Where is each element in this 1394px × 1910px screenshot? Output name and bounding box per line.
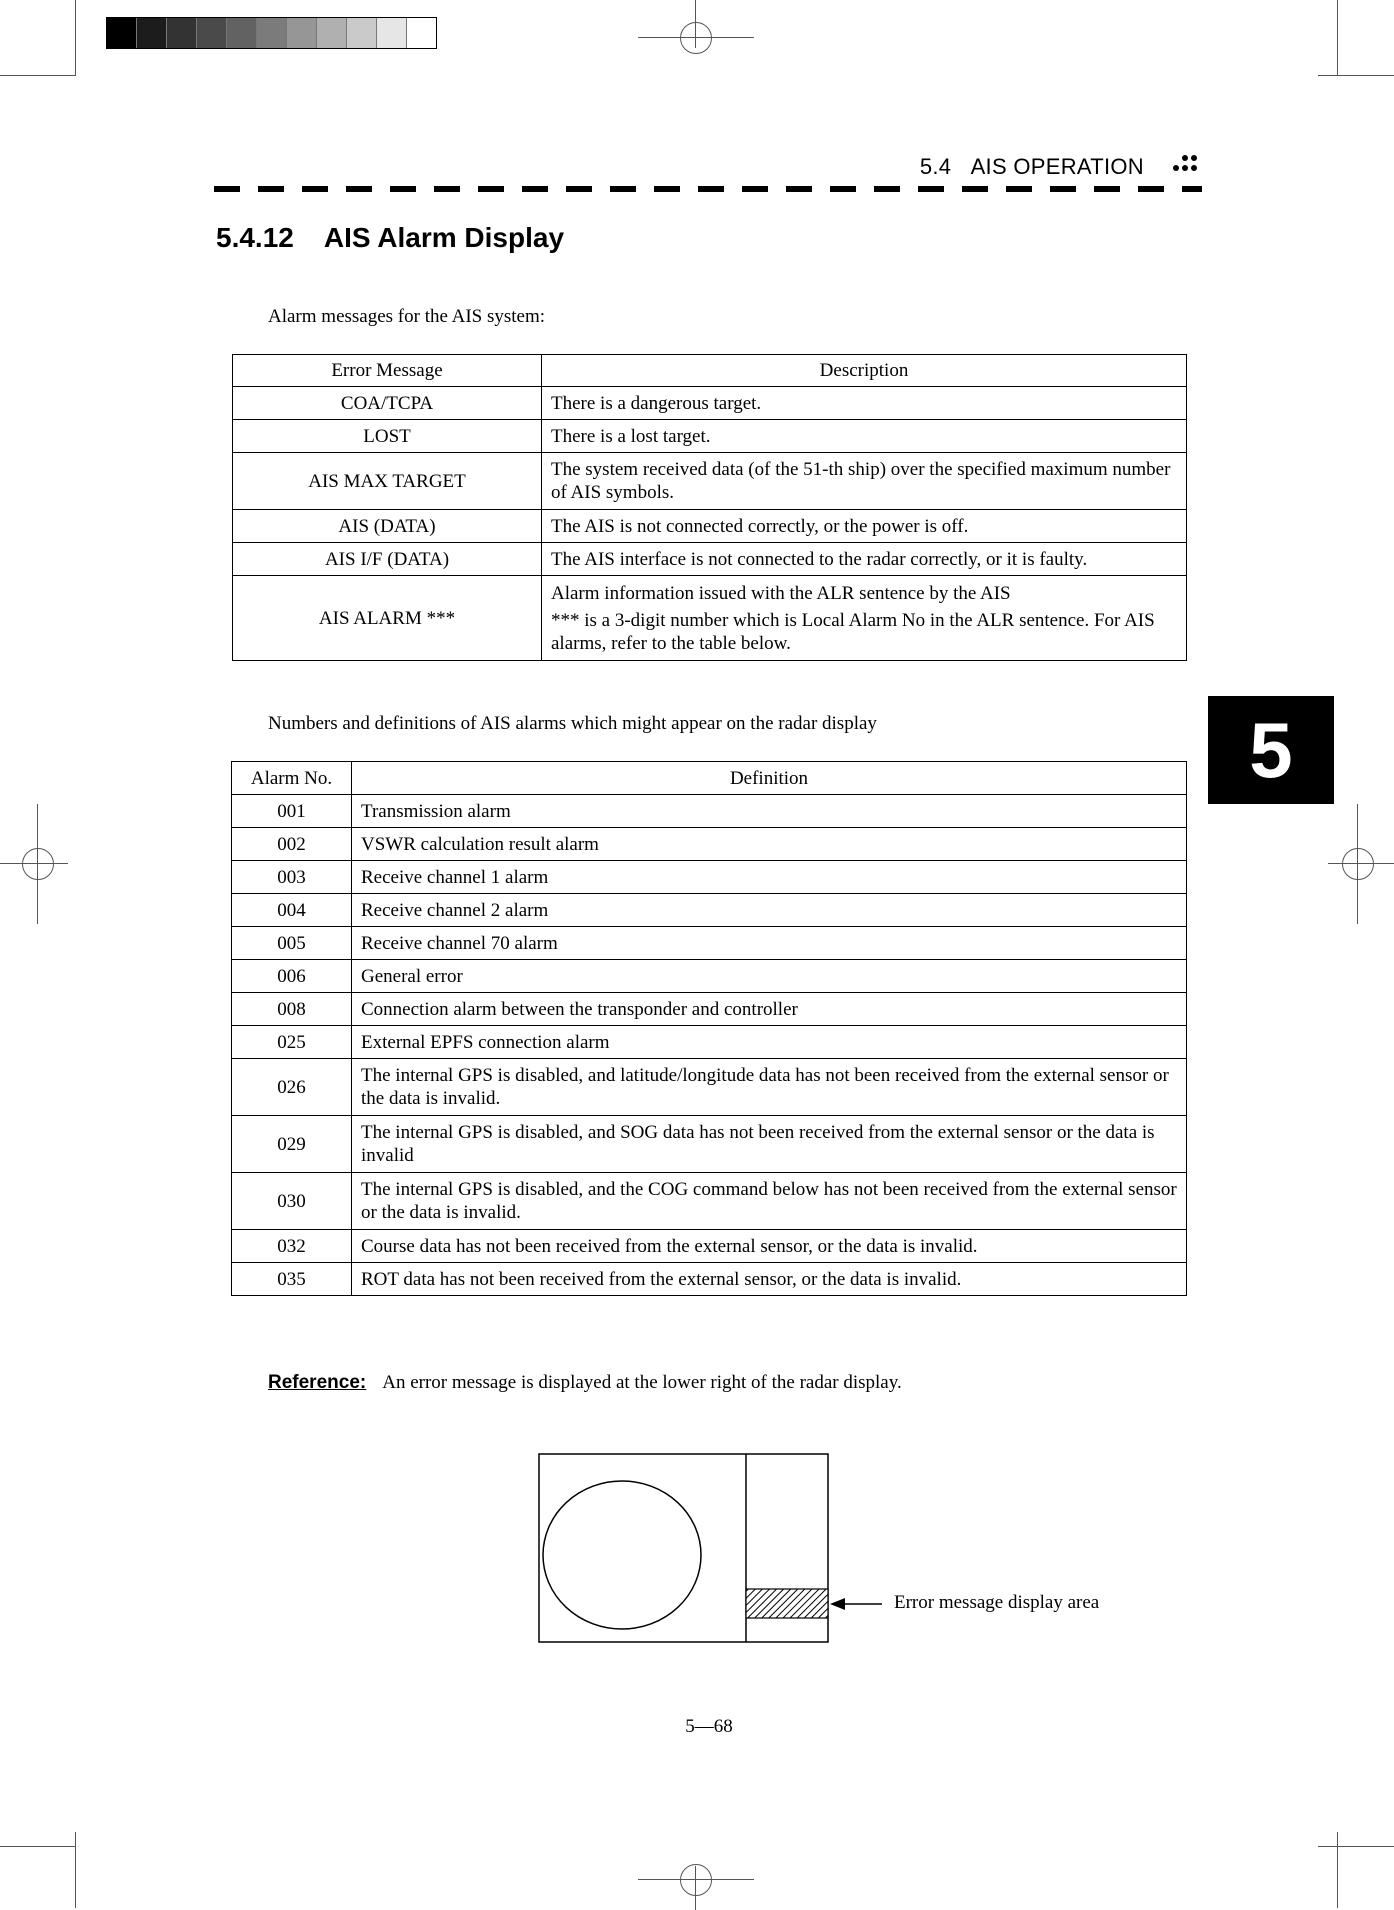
alarm-number-cell: 025 bbox=[232, 1026, 352, 1059]
description-cell: There is a dangerous target. bbox=[542, 387, 1187, 420]
table-row bbox=[232, 1263, 1187, 1296]
definition-cell: General error bbox=[352, 960, 1187, 993]
alarm-number-cell: 029 bbox=[232, 1116, 352, 1173]
column-header: Alarm No. bbox=[232, 762, 352, 795]
table-row bbox=[232, 795, 1187, 828]
table-row bbox=[232, 1059, 1187, 1116]
description-cell: There is a lost target. bbox=[542, 420, 1187, 453]
alarm-number-cell: 003 bbox=[232, 861, 352, 894]
crop-mark bbox=[1318, 1846, 1394, 1847]
registration-crosshair-icon bbox=[666, 8, 726, 68]
table-row bbox=[233, 576, 1187, 661]
header-title: AIS OPERATION bbox=[970, 154, 1144, 179]
alarm-number-cell: 026 bbox=[232, 1059, 352, 1116]
definition-cell: The internal GPS is disabled, and latitude/longitude data has not been received from the external sensor or the data is invalid. bbox=[352, 1059, 1187, 1116]
error-message-cell: AIS ALARM *** bbox=[233, 576, 542, 661]
column-header: Description bbox=[542, 355, 1187, 387]
diagram-callout-label: Error message display area bbox=[894, 1592, 1100, 1613]
table-row bbox=[232, 927, 1187, 960]
definition-cell: The internal GPS is disabled, and the COG command below has not been received from the external sensor or the data is invalid. bbox=[352, 1173, 1187, 1230]
radar-display-diagram bbox=[530, 1446, 1130, 1646]
alarm-number-cell: 001 bbox=[232, 795, 352, 828]
definition-cell: Receive channel 70 alarm bbox=[352, 927, 1187, 960]
chapter-tab: 5 bbox=[1208, 696, 1334, 804]
header-section-number: 5.4 bbox=[919, 154, 952, 179]
table-row bbox=[232, 861, 1187, 894]
reference-note bbox=[268, 1372, 902, 1394]
table-header-row bbox=[233, 355, 1187, 387]
header-dashed-rule bbox=[214, 186, 1202, 192]
table-row bbox=[232, 1116, 1187, 1173]
description-line: *** is a 3-digit number which is Local Alarm No in the ALR sentence. For AIS alarms, refer to the table below. bbox=[551, 609, 1155, 654]
table-row bbox=[232, 894, 1187, 927]
alarm-number-cell: 006 bbox=[232, 960, 352, 993]
table-row bbox=[232, 1173, 1187, 1230]
registration-crosshair-icon bbox=[666, 1850, 726, 1910]
alarm-number-cell: 032 bbox=[232, 1230, 352, 1263]
definition-cell: The internal GPS is disabled, and SOG data has not been received from the external sensor or the data is invalid bbox=[352, 1116, 1187, 1173]
definition-cell: Transmission alarm bbox=[352, 795, 1187, 828]
alarm-number-cell: 005 bbox=[232, 927, 352, 960]
alarm-number-cell: 035 bbox=[232, 1263, 352, 1296]
crop-mark bbox=[0, 75, 76, 76]
alarm-number-table bbox=[231, 761, 1187, 1296]
definition-cell: Receive channel 1 alarm bbox=[352, 861, 1187, 894]
table-header-row bbox=[232, 762, 1187, 795]
alarm-number-cell: 030 bbox=[232, 1173, 352, 1230]
crop-mark bbox=[75, 1832, 76, 1908]
header-dots-icon bbox=[1170, 152, 1200, 182]
intro-text: Alarm messages for the AIS system: bbox=[268, 306, 546, 327]
section-number: 5.4.12 bbox=[216, 222, 294, 253]
page-number: 5—68 bbox=[685, 1716, 733, 1737]
arrow-left-icon bbox=[830, 1598, 845, 1610]
table-row bbox=[232, 993, 1187, 1026]
table-row bbox=[233, 420, 1187, 453]
description-cell bbox=[542, 576, 1187, 661]
running-header bbox=[920, 154, 1144, 180]
error-message-cell: LOST bbox=[233, 420, 542, 453]
crop-mark bbox=[75, 0, 76, 76]
table-row bbox=[232, 828, 1187, 861]
grayscale-calibration-bar bbox=[106, 17, 437, 49]
description-cell: The system received data (of the 51-th ship) over the specified maximum number of AIS symbols. bbox=[542, 453, 1187, 510]
table-row bbox=[232, 1026, 1187, 1059]
radar-ppi-circle bbox=[543, 1481, 701, 1629]
crop-mark bbox=[1337, 1832, 1338, 1908]
error-message-table bbox=[232, 354, 1187, 661]
description-cell: The AIS is not connected correctly, or the power is off. bbox=[542, 510, 1187, 543]
section-title bbox=[216, 222, 564, 254]
alarm-number-cell: 002 bbox=[232, 828, 352, 861]
reference-text: An error message is displayed at the lower right of the radar display. bbox=[382, 1372, 902, 1393]
table-row bbox=[233, 387, 1187, 420]
error-message-display-area bbox=[746, 1589, 828, 1618]
definition-cell: Course data has not been received from the external sensor, or the data is invalid. bbox=[352, 1230, 1187, 1263]
alarm-intro-text: Numbers and definitions of AIS alarms which might appear on the radar display bbox=[268, 713, 877, 734]
column-header: Definition bbox=[352, 762, 1187, 795]
table-row bbox=[233, 510, 1187, 543]
crop-mark bbox=[1337, 0, 1338, 76]
error-message-cell: AIS MAX TARGET bbox=[233, 453, 542, 510]
error-message-cell: AIS (DATA) bbox=[233, 510, 542, 543]
registration-crosshair-icon bbox=[8, 834, 68, 894]
reference-label: Reference: bbox=[268, 1372, 367, 1393]
column-header: Error Message bbox=[233, 355, 542, 387]
definition-cell: VSWR calculation result alarm bbox=[352, 828, 1187, 861]
table-row bbox=[233, 453, 1187, 510]
description-line: Alarm information issued with the ALR sentence by the AIS bbox=[551, 582, 1011, 604]
crop-mark bbox=[1318, 75, 1394, 76]
table-row bbox=[232, 1230, 1187, 1263]
table-row bbox=[233, 543, 1187, 576]
table-row bbox=[232, 960, 1187, 993]
error-message-cell: COA/TCPA bbox=[233, 387, 542, 420]
definition-cell: Receive channel 2 alarm bbox=[352, 894, 1187, 927]
definition-cell: ROT data has not been received from the external sensor, or the data is invalid. bbox=[352, 1263, 1187, 1296]
alarm-number-cell: 004 bbox=[232, 894, 352, 927]
error-message-cell: AIS I/F (DATA) bbox=[233, 543, 542, 576]
definition-cell: Connection alarm between the transponder and controller bbox=[352, 993, 1187, 1026]
description-cell: The AIS interface is not connected to the radar correctly, or it is faulty. bbox=[542, 543, 1187, 576]
crop-mark bbox=[0, 1846, 76, 1847]
definition-cell: External EPFS connection alarm bbox=[352, 1026, 1187, 1059]
section-heading: AIS Alarm Display bbox=[323, 222, 565, 253]
alarm-number-cell: 008 bbox=[232, 993, 352, 1026]
registration-crosshair-icon bbox=[1328, 834, 1388, 894]
